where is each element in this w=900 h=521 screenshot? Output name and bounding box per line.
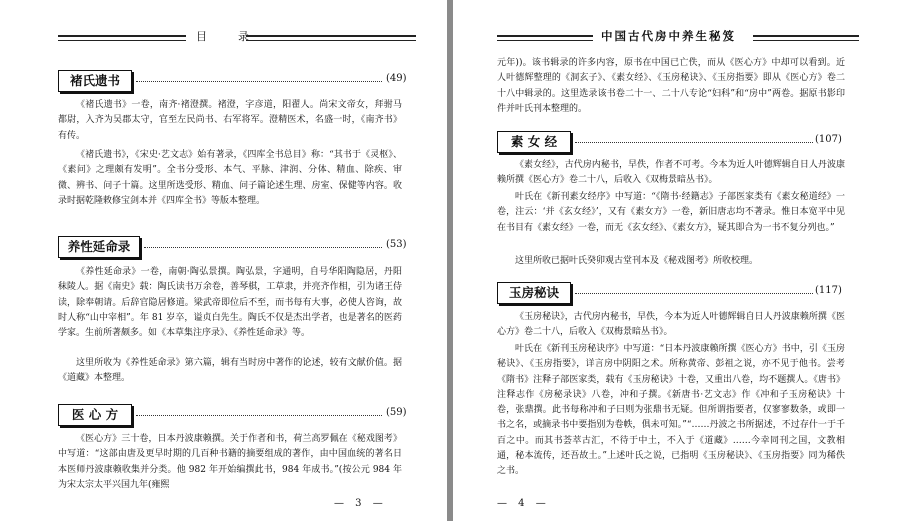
section-title: 玉房秘诀 xyxy=(497,282,571,304)
section-page-number: (117) xyxy=(815,285,842,296)
header-rule-left xyxy=(58,35,186,41)
page-number-footer: — 3 — xyxy=(334,498,387,509)
section-page-number: (49) xyxy=(386,73,407,84)
paragraph: 叶氏在《新刊玉房秘诀序》中写道：“日本丹波康赖所撰《医心方》书中，引《玉房秘诀》、《玉房指要》，详言房中阴阳之术。所称黄帝、彭祖之说，亦不见于他书。尝考《隋书》注释子部医家类，载有《玉房秘诀》十卷，又重出八卷，均不题撰人。《唐书》注释志作《房秘录诀》八卷，冲和子撰。《新唐书·艺文志》作《冲和子玉房秘诀》十卷，张鼎撰。此书每称冲和子曰则为张鼎书无疑。但所谓指要者，仅寥寥数条，或即一书之名，或摘录书中要指别为卷帙，俱未可知。”“……丹波之书所据述，不过存什一于千百之中。而其书荟萃古汇，不待于中土，不入于《道藏》……今幸同刊之国，文教相通，秘本流传，还吾故土。”上述叶氏之说，已指明《玉房秘诀》、《玉房指要》同为稀佚之书。 xyxy=(497,344,845,477)
right-page xyxy=(453,0,900,521)
page-number-footer: — 4 — xyxy=(497,498,550,509)
left-page xyxy=(0,0,447,521)
section-page-number: (59) xyxy=(386,407,407,418)
paragraph: 《玉房秘诀》，古代房内秘书，早佚，今本为近人叶德辉辑自日人丹波康赖所撰《医心方》卷二十八，后收入《双梅景暗丛书》。 xyxy=(497,312,845,338)
section-title: 养性延命录 xyxy=(58,236,140,258)
leader-dots xyxy=(136,415,382,416)
header-rule-right xyxy=(246,35,416,41)
section-title: 素 女 经 xyxy=(497,131,571,153)
paragraph: 《素女经》，古代房内秘书，早佚，作者不可考。今本为近人叶德辉辑自日人丹波康赖所撰《医心方》卷二十八，后收入《双梅景暗丛书》。 xyxy=(497,160,845,186)
paragraph: 这里所收为《养性延命录》第六篇，辑有当时房中著作的论述，较有文献价值。据《道藏》本整理。 xyxy=(58,358,402,384)
paragraph: 这里所收已据叶氏癸卯观古堂刊本及《秘戏图考》所收校理。 xyxy=(515,256,759,266)
section-title: 褚氏遗书 xyxy=(58,70,132,92)
page-header: 目 录 xyxy=(196,30,259,43)
paragraph: 叶氏在《新刊素女经序》中写道：“《隋书·经籍志》子部医家类有《素女秘道经》一卷，注云：‘并《玄女经》’，又有《素女方》一卷，新旧唐志均不著录。惟日本宽平中见在书目有《素女经》一卷，而无《玄女经》、《素女方》，疑其即合为一书不复分列也。” xyxy=(497,192,845,233)
header-rule-left xyxy=(497,35,593,41)
paragraph: 《医心方》三十卷，日本丹波康赖撰。关于作者和书，荷兰高罗佩在《秘戏图考》中写道：“这部由唐及更早时期的几百种书籍的摘要组成的著作，由中国血统的著名日本医师丹波康赖收集并分类。他 982 年开始编撰此书，984 年成书。”(按公元 984 年为宋太宗太平兴国九年(雍熙 xyxy=(58,434,402,490)
section-title: 医 心 方 xyxy=(58,404,132,426)
leader-dots xyxy=(575,142,813,143)
page-header: 中国古代房中养生秘笈 xyxy=(601,29,736,43)
section-page-number: (53) xyxy=(386,239,407,250)
leader-dots xyxy=(136,81,382,82)
leader-dots xyxy=(575,293,813,294)
section-heading[interactable] xyxy=(0,236,447,258)
section-page-number: (107) xyxy=(815,134,842,145)
section-heading[interactable] xyxy=(0,404,447,426)
section-heading[interactable] xyxy=(0,70,447,92)
paragraph: 元年))。该书辑录的许多内容，原书在中国已亡佚，而从《医心方》中却可以看到。近人叶德辉整理的《洞玄子》、《素女经》、《玉房秘诀》、《玉房指要》即从《医心方》卷二十八中辑录的。这里选录该书卷二十一、二十八专论“妇科”和“房中”两卷。据原书影印件并叶氏刊本整理的。 xyxy=(497,58,845,114)
paragraph: 《养性延命录》一卷，南朝·陶弘景撰。陶弘景，字通明，自号华阳陶隐居，丹阳秣陵人。据《南史》载：陶氏读书万余卷，善琴棋，工草隶，并亮齐作相，引为诸王侍读，除奉朝请。后辞官隐居修道。梁武帝即位后不至，而书每有大事，必使人咨询，故时人称“山中宰相”。年 81 岁卒，谥贞白先生。陶氏不仅是杰出学者，也是著名的医药学家。生前所著颇多。如《本草集注序录》、《养性延命录》等。 xyxy=(58,267,402,339)
section-heading[interactable] xyxy=(453,282,900,304)
paragraph: 《褚氏遗书》，《宋史·艺文志》始有著录，《四库全书总目》称：“其书于《灵枢》、《素问》之理颇有发明”。全书分受形、本气、平脉、津润、分体、精血、除疾、审微、辨书、问子十篇。这里所选受形、精血、问子篇论述生理、房室、保健等内容。收录时据乾隆敕修宝剑本并《四库全书》等版本整理。 xyxy=(58,150,402,206)
leader-dots xyxy=(144,247,382,248)
section-heading[interactable] xyxy=(453,131,900,153)
header-rule-right xyxy=(753,35,859,41)
paragraph: 《褚氏遗书》一卷，南齐·褚澄撰。褚澄，字彦道，阳翟人。尚宋文帝女，拜驸马都尉，入齐为吴郡太守，官至左民尚书、右军将军。澄精医术，名盛一时，《南齐书》有传。 xyxy=(58,100,402,141)
